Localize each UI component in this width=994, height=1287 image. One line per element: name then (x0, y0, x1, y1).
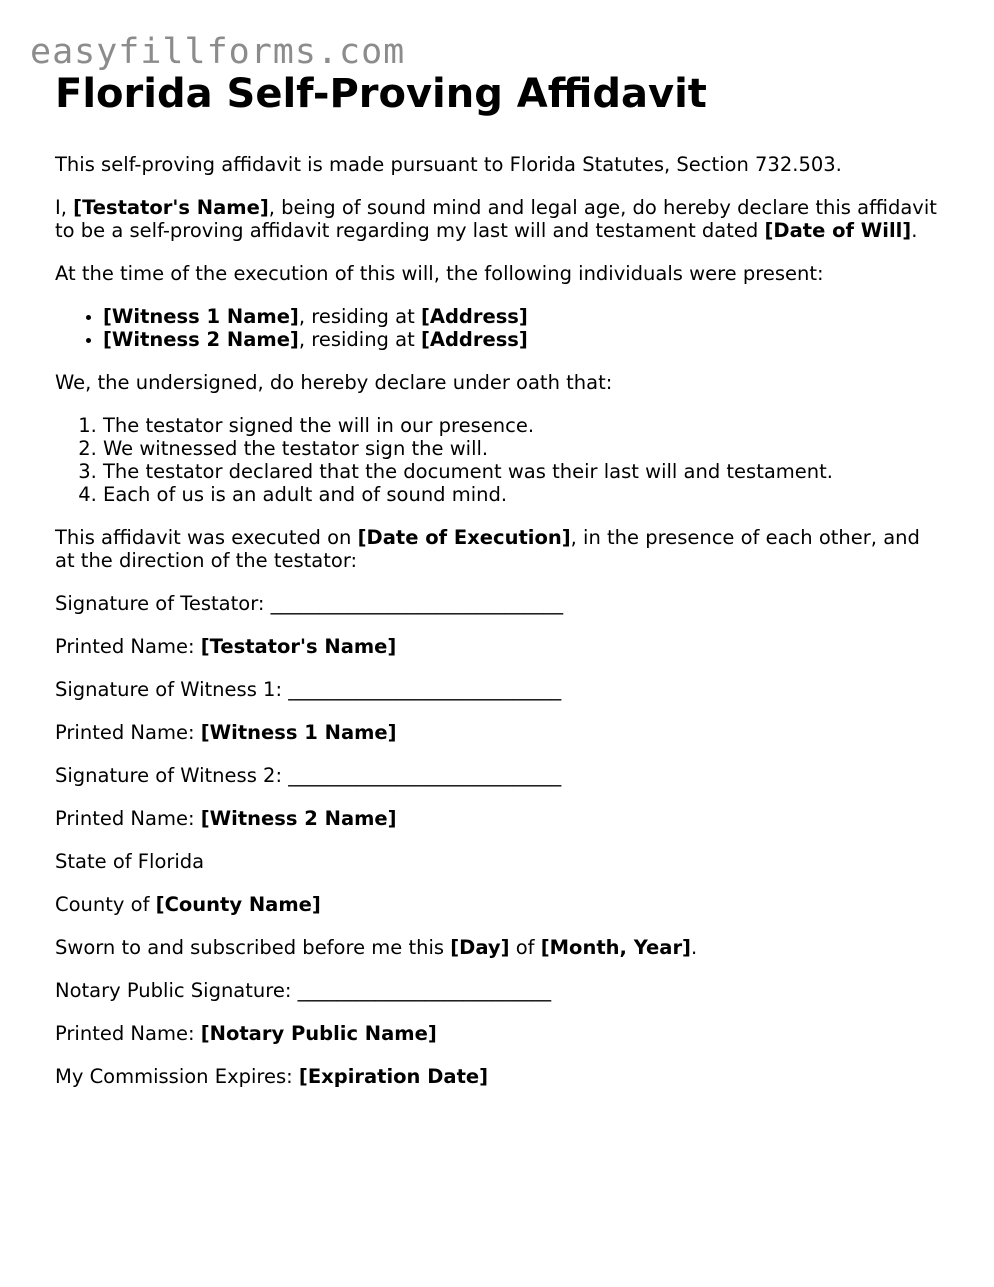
commission-expires-line (55, 1065, 945, 1088)
notary-name-placeholder: [Notary Public Name] (200, 1022, 437, 1045)
execution-suffix: , in the presence of each other, and at the direction of the testator: (55, 526, 920, 572)
document-title: Florida Self-Proving Affidavit (55, 71, 707, 117)
witness-2-signature-line (55, 764, 945, 787)
printed-name-label: Printed Name: (55, 635, 201, 658)
execution-paragraph (55, 526, 945, 572)
witness-1-printed-name (55, 721, 945, 744)
state-line: State of Florida (55, 850, 205, 873)
sworn-suffix: . (690, 936, 698, 959)
oath-item: 3. The testator declared that the document was their last will and testament. (103, 460, 945, 483)
watermark: easyfillforms.com (30, 32, 406, 72)
date-of-execution-placeholder: [Date of Execution] (357, 526, 571, 549)
oath-item: 4. Each of us is an adult and of sound mind. (103, 483, 945, 506)
printed-name-label: Printed Name: (55, 807, 201, 830)
witness-2-name: [Witness 2 Name] (103, 328, 299, 351)
sworn-prefix: Sworn to and subscribed before me this (55, 936, 451, 959)
printed-name-label: Printed Name: (55, 721, 201, 744)
witness-1-address: [Address] (420, 305, 528, 328)
execution-prefix: This affidavit was executed on (55, 526, 358, 549)
testator-signature-blank[interactable]: ______________________________ (270, 592, 564, 615)
residing-text: , residing at (298, 328, 421, 351)
commission-label: My Commission Expires: (55, 1065, 299, 1088)
declaration-paragraph (55, 196, 945, 242)
declaration-suffix: . (911, 219, 918, 242)
notary-printed-name (55, 1022, 945, 1045)
witness-2-printed-placeholder: [Witness 2 Name] (200, 807, 397, 830)
witness-list-item (103, 328, 945, 351)
oath-item: 2. We witnessed the testator sign the will. (103, 437, 945, 460)
witness-list (55, 305, 945, 351)
intro-paragraph: This self-proving affidavit is made pursuant to Florida Statutes, Section 732.503. (55, 153, 842, 176)
date-of-will-placeholder: [Date of Will] (764, 219, 912, 242)
witness-1-signature-line (55, 678, 945, 701)
testator-signature-label: Signature of Testator: (55, 592, 271, 615)
county-label: County of (55, 893, 156, 916)
witness-1-signature-blank[interactable]: ____________________________ (288, 678, 562, 701)
witness-2-printed-name (55, 807, 945, 830)
declaration-middle: , being of sound mind and legal age, do hereby declare this affidavit to be a self-proving affidavit regarding my last will and testament dated (55, 196, 937, 242)
county-name-placeholder: [County Name] (155, 893, 321, 916)
testator-name-placeholder: [Testator's Name] (73, 196, 269, 219)
witness-list-item (103, 305, 945, 328)
witness-2-signature-label: Signature of Witness 2: (55, 764, 289, 787)
residing-text: , residing at (298, 305, 421, 328)
testator-printed-name (55, 635, 945, 658)
oath-intro: We, the undersigned, do hereby declare under oath that: (55, 371, 613, 394)
document (55, 68, 945, 1108)
notary-signature-blank[interactable]: __________________________ (297, 979, 552, 1002)
witness-1-printed-placeholder: [Witness 1 Name] (200, 721, 397, 744)
oath-item: 1. The testator signed the will in our presence. (103, 414, 945, 437)
notary-signature-label: Notary Public Signature: (55, 979, 298, 1002)
witness-intro: At the time of the execution of this will, the following individuals were present: (55, 262, 824, 285)
county-line (55, 893, 945, 916)
testator-printed-placeholder: [Testator's Name] (200, 635, 397, 658)
day-placeholder: [Day] (450, 936, 510, 959)
notary-signature-line (55, 979, 945, 1002)
witness-2-signature-blank[interactable]: ____________________________ (288, 764, 562, 787)
oath-list (55, 414, 945, 506)
sworn-line (55, 936, 945, 959)
expiration-date-placeholder: [Expiration Date] (298, 1065, 489, 1088)
witness-1-name: [Witness 1 Name] (103, 305, 299, 328)
of-text: of (509, 936, 541, 959)
month-year-placeholder: [Month, Year] (540, 936, 691, 959)
declaration-prefix: I, (55, 196, 74, 219)
witness-2-address: [Address] (420, 328, 528, 351)
testator-signature-line (55, 592, 945, 615)
printed-name-label: Printed Name: (55, 1022, 201, 1045)
witness-1-signature-label: Signature of Witness 1: (55, 678, 289, 701)
